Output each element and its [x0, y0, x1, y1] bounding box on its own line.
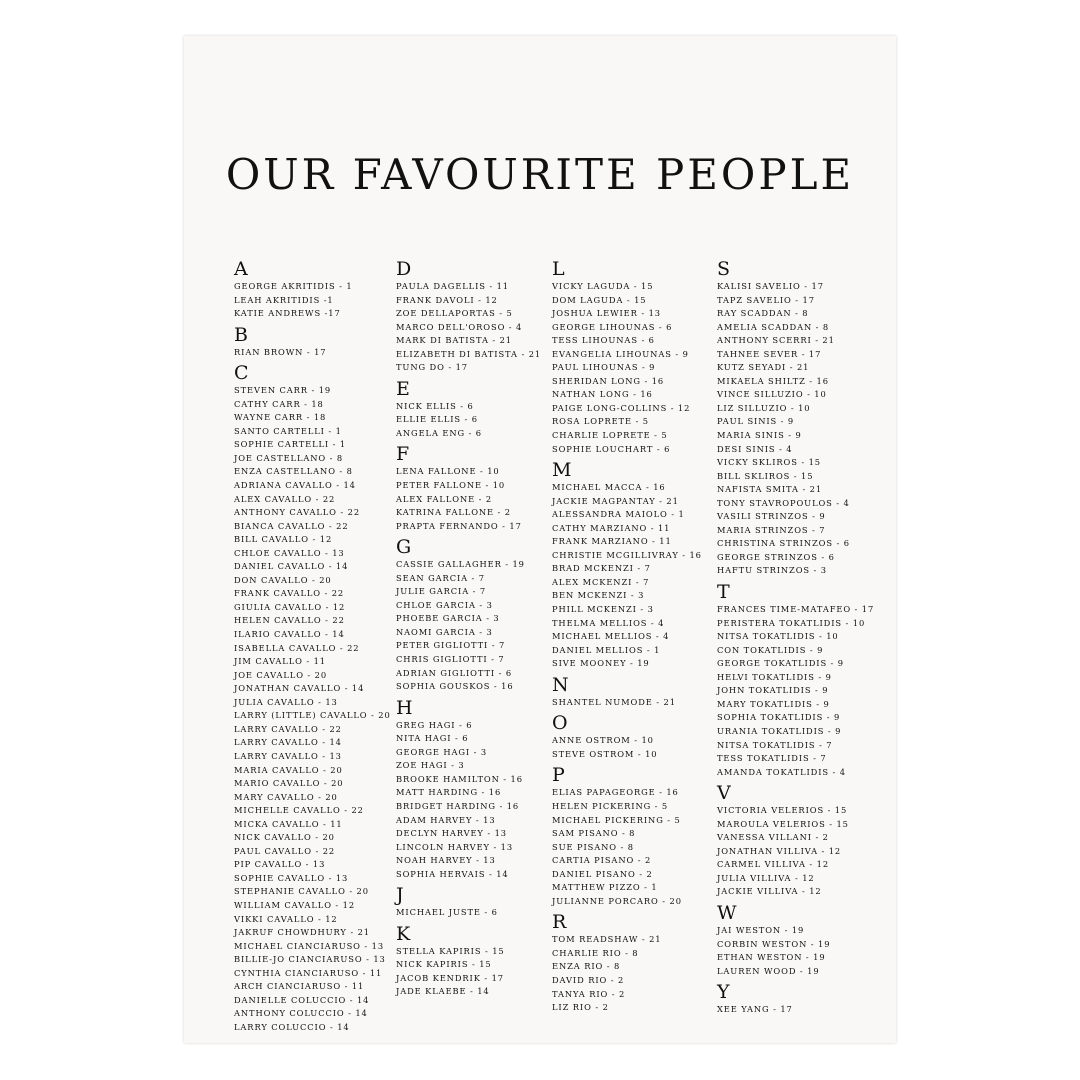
section-letter-a: A [234, 258, 248, 280]
guest-entry: JULIE GARCIA - 7 [396, 586, 487, 597]
guest-entry: KALISI SAVELIO - 17 [717, 281, 824, 291]
guest-entry: ALEX CAVALLO - 22 [234, 493, 336, 504]
guest-entry: RIAN BROWN - 17 [234, 346, 327, 357]
guest-entry: DON CAVALLO - 20 [234, 574, 332, 585]
guest-entry: PETER GIGLIOTTI - 7 [396, 640, 506, 651]
section-letter-g: G [396, 536, 412, 559]
guest-entry: SHERIDAN LONG - 16 [552, 375, 665, 386]
guest-entry: URANIA TOKATLIDIS - 9 [717, 725, 842, 736]
section-letter-e: E [396, 377, 410, 400]
section-letter-j: J [396, 884, 404, 907]
guest-entry: NITA HAGI - 6 [396, 733, 469, 744]
guest-entry: MICHAEL JUSTE - 6 [396, 907, 498, 918]
guest-entry: ENZA CASTELLANO - 8 [234, 466, 353, 477]
guest-entry: ALESSANDRA MAIOLO - 1 [552, 509, 685, 520]
guest-entry: BRAD MCKENZI - 7 [552, 563, 651, 574]
guest-entry: JIM CAVALLO - 11 [234, 656, 326, 667]
guest-entry: DANIEL CAVALLO - 14 [234, 561, 349, 572]
guest-entry: CHLOE GARCIA - 3 [396, 599, 493, 610]
guest-entry: HAFTU STRINZOS - 3 [717, 565, 827, 576]
guest-entry: STEVEN CARR - 19 [234, 385, 332, 396]
guest-entry: NAFISTA SMITA - 21 [717, 484, 823, 495]
guest-entry: MICHAEL CIANCIARUSO - 13 [234, 940, 385, 951]
guest-entry: XEE YANG - 17 [717, 1004, 793, 1015]
guest-entry: MARY CAVALLO - 20 [234, 791, 338, 802]
guest-entry: BEN MCKENZI - 3 [552, 590, 645, 601]
guest-entry: CHARLIE LOPRETE - 5 [552, 430, 668, 441]
guest-entry: CARTIA PISANO - 2 [552, 855, 652, 866]
guest-entry: ALEX MCKENZI - 7 [552, 576, 650, 587]
guest-entry: FRANK DAVOLI - 12 [396, 294, 498, 305]
guest-entry: JACKIE VILLIVA - 12 [717, 886, 822, 897]
section-letter-t: T [717, 581, 730, 604]
guest-entry: ZOE HAGI - 3 [396, 760, 465, 771]
guest-entry: VINCE SILLUZIO - 10 [717, 389, 827, 400]
guest-entry: PAIGE LONG-COLLINS - 12 [552, 402, 691, 413]
guest-entry: DECLYN HARVEY - 13 [396, 828, 507, 839]
guest-entry: STELLA KAPIRIS - 15 [396, 945, 505, 956]
guest-entry: FRANK CAVALLO - 22 [234, 588, 345, 599]
guest-entry: PETER FALLONE - 10 [396, 480, 506, 491]
guest-entry: LEAH AKRITIDIS -1 [234, 294, 334, 305]
section-letter-f: F [396, 443, 410, 466]
guest-entry: CHRIS GIGLIOTTI - 7 [396, 654, 505, 665]
guest-entry: JAI WESTON - 19 [717, 924, 805, 935]
guest-entry: LINCOLN HARVEY - 13 [396, 841, 514, 852]
guest-entry: MARIO CAVALLO - 20 [234, 778, 344, 789]
guest-entry: HELEN CAVALLO - 22 [234, 615, 345, 626]
guest-column-3 [552, 258, 714, 1015]
guest-entry: VIKKI CAVALLO - 12 [234, 913, 338, 924]
guest-entry: JOSHUA LEWIER - 13 [552, 308, 661, 319]
guest-entry: LENA FALLONE - 10 [396, 466, 500, 477]
guest-entry: JULIA CAVALLO - 13 [234, 696, 338, 707]
guest-entry: ETHAN WESTON - 19 [717, 952, 826, 963]
guest-entry: GEORGE STRINZOS - 6 [717, 551, 835, 562]
guest-entry: NICK ELLIS - 6 [396, 400, 474, 411]
guest-entry: LARRY (LITTLE) CAVALLO - 20 [234, 710, 391, 721]
guest-entry: LIZ RIO - 2 [552, 1002, 609, 1013]
guest-entry: ANNE OSTROM - 10 [552, 735, 654, 746]
guest-entry: FRANCES TIME-MATAFEO - 17 [717, 604, 875, 615]
guest-entry: CYNTHIA CIANCIARUSO - 11 [234, 967, 383, 978]
guest-entry: SANTO CARTELLI - 1 [234, 425, 342, 436]
guest-entry: TUNG DO - 17 [396, 362, 468, 373]
guest-entry: GEORGE LIHOUNAS - 6 [552, 321, 673, 332]
guest-entry: NITSA TOKATLIDIS - 10 [717, 631, 839, 642]
guest-entry: SEAN GARCIA - 7 [396, 572, 485, 583]
section-letter-h: H [396, 696, 413, 719]
guest-entry: ADRIAN GIGLIOTTI - 6 [396, 667, 513, 678]
guest-entry: KATIE ANDREWS -17 [234, 308, 341, 319]
guest-entry: TESS LIHOUNAS - 6 [552, 335, 655, 346]
guest-entry: VICKY SKLIROS - 15 [717, 457, 821, 468]
guest-entry: TANYA RIO - 2 [552, 988, 626, 999]
guest-entry: ALEX FALLONE - 2 [396, 493, 493, 504]
guest-entry: PAUL LIHOUNAS - 9 [552, 362, 656, 373]
guest-entry: MATTHEW PIZZO - 1 [552, 882, 658, 893]
guest-entry: PERISTERA TOKATLIDIS - 10 [717, 617, 866, 628]
guest-entry: STEPHANIE CAVALLO - 20 [234, 886, 369, 897]
guest-entry: JONATHAN CAVALLO - 14 [234, 683, 365, 694]
guest-entry: LAUREN WOOD - 19 [717, 965, 820, 976]
guest-entry: DOM LAGUDA - 15 [552, 294, 647, 305]
section-letter-p: P [552, 764, 565, 787]
guest-entry: SHANTEL NUMODE - 21 [552, 696, 676, 707]
guest-entry: LARRY CAVALLO - 14 [234, 737, 342, 748]
guest-entry: ZOE DELLAPORTAS - 5 [396, 308, 513, 319]
guest-entry: NITSA TOKATLIDIS - 7 [717, 739, 833, 750]
section-letter-d: D [396, 258, 412, 280]
guest-entry: BILLIE-JO CIANCIARUSO - 13 [234, 954, 386, 965]
guest-entry: MARCO DELL'OROSO - 4 [396, 321, 523, 332]
guest-column-1 [234, 258, 396, 1034]
section-letter-s: S [717, 258, 731, 280]
guest-entry: FRANK MARZIANO - 11 [552, 536, 672, 547]
guest-entry: ISABELLA CAVALLO - 22 [234, 642, 360, 653]
guest-entry: ELLIE ELLIS - 6 [396, 414, 478, 425]
guest-entry: JULIA VILLIVA - 12 [717, 872, 815, 883]
guest-column-4 [717, 258, 879, 1017]
section-letter-y: Y [717, 981, 730, 1004]
guest-entry: JAKRUF CHOWDHURY - 21 [234, 927, 370, 938]
guest-entry: SUE PISANO - 8 [552, 841, 634, 852]
guest-entry: GEORGE HAGI - 3 [396, 746, 488, 757]
guest-entry: LARRY CAVALLO - 13 [234, 750, 342, 761]
guest-entry: NATHAN LONG - 16 [552, 389, 653, 400]
section-letter-b: B [234, 323, 248, 346]
guest-entry: SAM PISANO - 8 [552, 828, 636, 839]
guest-entry: DANIEL MELLIOS - 1 [552, 644, 661, 655]
guest-entry: NICK CAVALLO - 20 [234, 832, 335, 843]
guest-entry: ADRIANA CAVALLO - 14 [234, 480, 356, 491]
guest-entry: GEORGE TOKATLIDIS - 9 [717, 658, 844, 669]
guest-entry: NAOMI GARCIA - 3 [396, 626, 493, 637]
guest-entry: MARIA SINIS - 9 [717, 430, 802, 441]
guest-entry: HELEN PICKERING - 5 [552, 800, 669, 811]
guest-entry: BRIDGET HARDING - 16 [396, 800, 520, 811]
page-title: OUR FAVOURITE PEOPLE [225, 150, 855, 199]
guest-entry: THELMA MELLIOS - 4 [552, 617, 665, 628]
guest-entry: VICTORIA VELERIOS - 15 [717, 805, 848, 816]
guest-entry: MATT HARDING - 16 [396, 787, 502, 798]
guest-entry: JOE CASTELLANO - 8 [234, 452, 344, 463]
guest-entry: AMELIA SCADDAN - 8 [717, 321, 830, 332]
guest-entry: CORBIN WESTON - 19 [717, 938, 831, 949]
guest-entry: WAYNE CARR - 18 [234, 412, 327, 423]
guest-entry: GEORGE AKRITIDIS - 1 [234, 281, 353, 291]
guest-entry: VICKY LAGUDA - 15 [552, 281, 654, 291]
guest-entry: BIANCA CAVALLO - 22 [234, 520, 349, 531]
guest-entry: SOPHIE CAVALLO - 13 [234, 872, 349, 883]
guest-entry: PIP CAVALLO - 13 [234, 859, 326, 870]
guest-entry: STEVE OSTROM - 10 [552, 748, 658, 759]
guest-entry: ANTHONY COLUCCIO - 14 [234, 1008, 368, 1019]
guest-entry: SOPHIE CARTELLI - 1 [234, 439, 347, 450]
guest-entry: MARIA CAVALLO - 20 [234, 764, 343, 775]
guest-entry: JONATHAN VILLIVA - 12 [717, 845, 842, 856]
guest-entry: TOM READSHAW - 21 [552, 934, 662, 945]
guest-entry: JACKIE MAGPANTAY - 21 [552, 495, 679, 506]
guest-entry: MICHELLE CAVALLO - 22 [234, 805, 364, 816]
guest-entry: CATHY MARZIANO - 11 [552, 522, 671, 533]
guest-entry: ANTHONY CAVALLO - 22 [234, 507, 361, 518]
guest-entry: ELIZABETH DI BATISTA - 21 [396, 348, 542, 359]
guest-entry: PAUL SINIS - 9 [717, 416, 795, 427]
section-letter-n: N [552, 673, 569, 696]
guest-entry: NICK KAPIRIS - 15 [396, 959, 492, 970]
guest-entry: VANESSA VILLANI - 2 [717, 832, 829, 843]
guest-entry: ROSA LOPRETE - 5 [552, 416, 649, 427]
guest-entry: SOPHIA HERVAIS - 14 [396, 868, 509, 879]
guest-entry: BROOKE HAMILTON - 16 [396, 773, 523, 784]
guest-entry: DESI SINIS - 4 [717, 443, 793, 454]
guest-entry: CHRISTIE MCGILLIVRAY - 16 [552, 549, 702, 560]
section-letter-l: L [552, 258, 565, 280]
guest-entry: CATHY CARR - 18 [234, 398, 324, 409]
section-letter-v: V [717, 782, 731, 805]
guest-entry: TESS TOKATLIDIS - 7 [717, 753, 827, 764]
section-letter-r: R [552, 911, 567, 934]
section-letter-k: K [396, 922, 411, 945]
guest-entry: DANIELLE COLUCCIO - 14 [234, 994, 370, 1005]
guest-entry: AMANDA TOKATLIDIS - 4 [717, 766, 846, 777]
guest-entry: HELVI TOKATLIDIS - 9 [717, 671, 832, 682]
guest-entry: DANIEL PISANO - 2 [552, 868, 653, 879]
section-letter-o: O [552, 712, 568, 735]
guest-entry: NOAH HARVEY - 13 [396, 855, 496, 866]
guest-entry: MIKAELA SHILTZ - 16 [717, 375, 829, 386]
guest-entry: SIVE MOONEY - 19 [552, 658, 650, 669]
guest-entry: CARMEL VILLIVA - 12 [717, 859, 830, 870]
guest-entry: CHARLIE RIO - 8 [552, 947, 639, 958]
guest-entry: SOPHIE LOUCHART - 6 [552, 443, 671, 454]
guest-entry: TAPZ SAVELIO - 17 [717, 294, 815, 305]
guest-entry: MICHAEL MACCA - 16 [552, 482, 666, 493]
guest-entry: KATRINA FALLONE - 2 [396, 507, 511, 518]
guest-entry: PAUL CAVALLO - 22 [234, 845, 336, 856]
guest-entry: KUTZ SEYADI - 21 [717, 362, 810, 373]
guest-entry: EVANGELIA LIHOUNAS - 9 [552, 348, 689, 359]
section-letter-w: W [717, 901, 737, 924]
section-letter-m: M [552, 459, 572, 482]
guest-entry: PAULA DAGELLIS - 11 [396, 281, 509, 291]
guest-entry: MARY TOKATLIDIS - 9 [717, 698, 830, 709]
guest-entry: RAY SCADDAN - 8 [717, 308, 809, 319]
guest-entry: SOPHIA GOUSKOS - 16 [396, 681, 514, 692]
guest-entry: CON TOKATLIDIS - 9 [717, 644, 824, 655]
guest-entry: PHOEBE GARCIA - 3 [396, 613, 500, 624]
guest-entry: VASILI STRINZOS - 9 [717, 511, 826, 522]
guest-entry: GREG HAGI - 6 [396, 719, 473, 730]
guest-entry: JADE KLAEBE - 14 [396, 986, 490, 997]
guest-entry: ANTHONY SCERRI - 21 [717, 335, 835, 346]
seating-chart-sheet [184, 36, 896, 1043]
guest-entry: ADAM HARVEY - 13 [396, 814, 496, 825]
guest-entry: MARIA STRINZOS - 7 [717, 524, 826, 535]
guest-entry: LARRY CAVALLO - 22 [234, 723, 342, 734]
guest-entry: PRAPTA FERNANDO - 17 [396, 520, 522, 531]
guest-entry: JULIANNE PORCARO - 20 [552, 895, 682, 906]
guest-entry: MICKA CAVALLO - 11 [234, 818, 343, 829]
guest-entry: MICHAEL PICKERING - 5 [552, 814, 681, 825]
guest-entry: ENZA RIO - 8 [552, 961, 621, 972]
guest-entry: BILL CAVALLO - 12 [234, 534, 333, 545]
guest-entry: MAROULA VELERIOS - 15 [717, 818, 849, 829]
guest-entry: ANGELA ENG - 6 [396, 427, 482, 438]
section-letter-c: C [234, 362, 249, 385]
guest-entry: CHLOE CAVALLO - 13 [234, 547, 345, 558]
guest-entry: JOHN TOKATLIDIS - 9 [717, 685, 829, 696]
guest-entry: LARRY COLUCCIO - 14 [234, 1021, 350, 1032]
guest-entry: MARK DI BATISTA - 21 [396, 335, 512, 346]
guest-entry: ELIAS PAPAGEORGE - 16 [552, 787, 679, 798]
guest-entry: TAHNEE SEVER - 17 [717, 348, 822, 359]
guest-entry: GIULIA CAVALLO - 12 [234, 601, 346, 612]
guest-column-2 [396, 258, 558, 999]
guest-entry: JACOB KENDRIK - 17 [396, 972, 504, 983]
guest-entry: CASSIE GALLAGHER - 19 [396, 559, 525, 570]
guest-entry: ILARIO CAVALLO - 14 [234, 629, 345, 640]
guest-entry: PHILL MCKENZI - 3 [552, 604, 654, 615]
guest-entry: DAVID RIO - 2 [552, 974, 625, 985]
guest-entry: SOPHIA TOKATLIDIS - 9 [717, 712, 841, 723]
guest-entry: TONY STAVROPOULOS - 4 [717, 497, 850, 508]
guest-entry: WILLIAM CAVALLO - 12 [234, 899, 356, 910]
guest-entry: ARCH CIANCIARUSO - 11 [234, 981, 365, 992]
guest-entry: CHRISTINA STRINZOS - 6 [717, 538, 850, 549]
guest-entry: LIZ SILLUZIO - 10 [717, 402, 811, 413]
guest-entry: BILL SKLIROS - 15 [717, 470, 814, 481]
guest-entry: JOE CAVALLO - 20 [234, 669, 328, 680]
guest-entry: MICHAEL MELLIOS - 4 [552, 631, 670, 642]
